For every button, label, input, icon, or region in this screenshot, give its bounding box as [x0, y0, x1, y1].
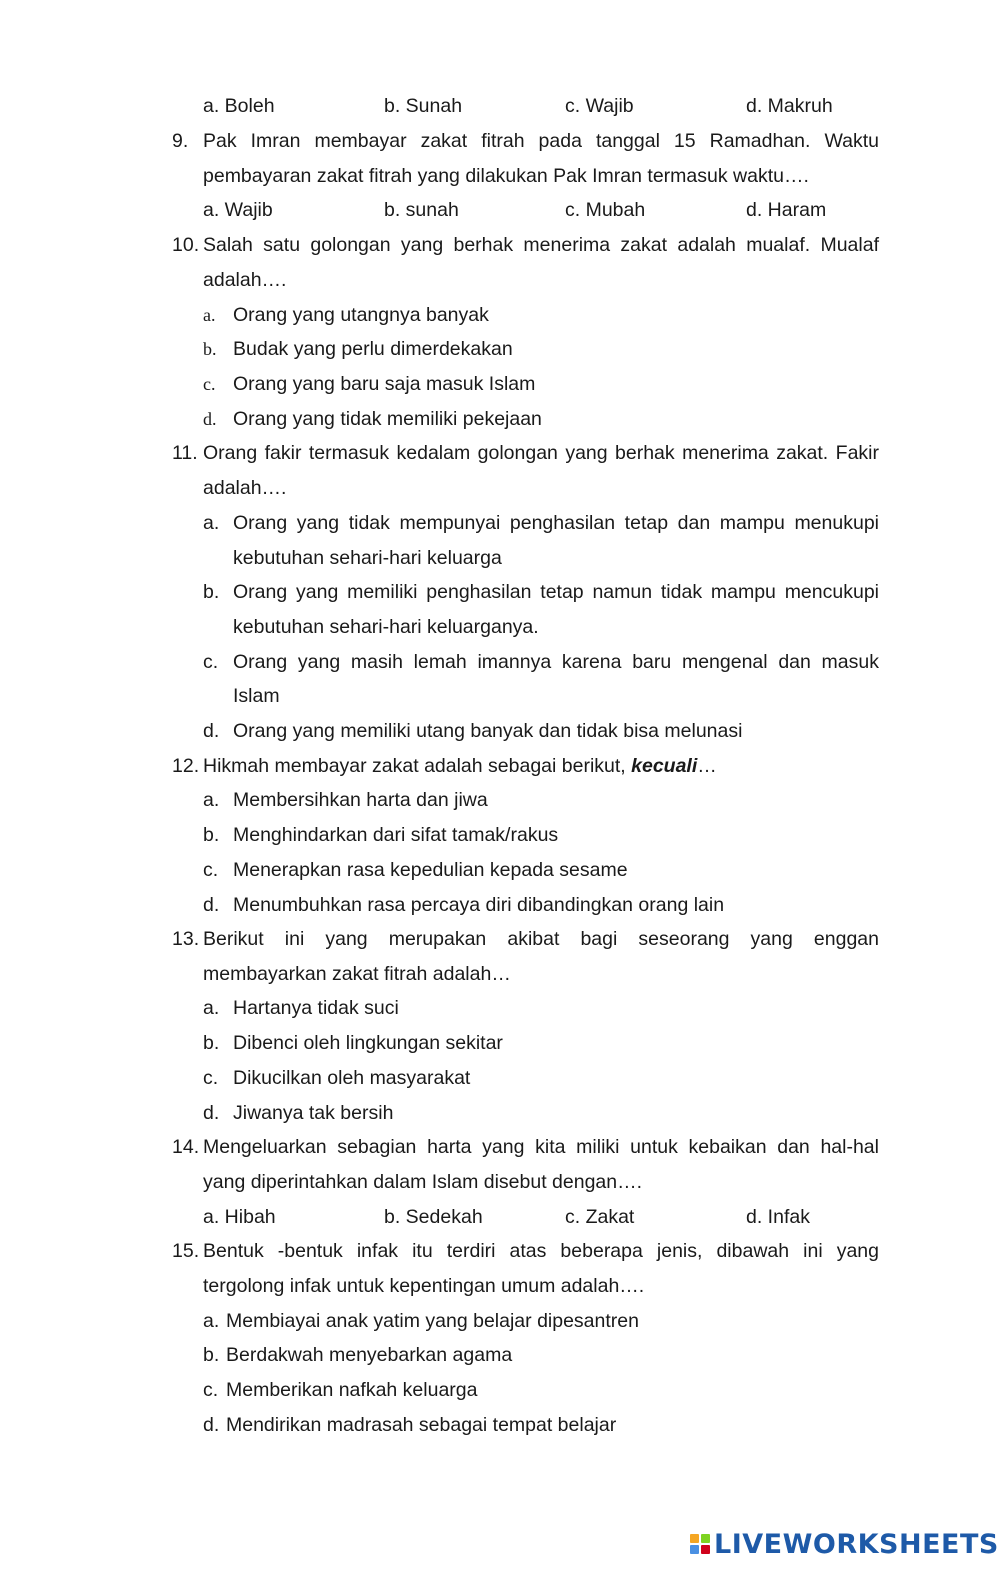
q15-option-d — [0, 1408, 1000, 1443]
option-letter: d. — [203, 1414, 220, 1436]
q11-option-b-cont — [0, 610, 1000, 645]
question-text: Hikmah membayar zakat adalah sebagai berikut, — [203, 755, 632, 777]
q9-option-b: b. sunah — [384, 199, 459, 221]
q8-option-d: d. Makruh — [746, 95, 833, 117]
option-letter: c. — [203, 651, 219, 673]
question-number: 15. — [172, 1240, 200, 1262]
option-text: Berdakwah menyebarkan agama — [226, 1344, 513, 1366]
option-text: Orang yang tidak mempunyai penghasilan tetap dan mampu menukupi — [233, 512, 879, 534]
question-14-cont — [0, 1165, 1000, 1200]
q14-option-a: a. Hibah — [203, 1206, 276, 1228]
question-text-line: adalah…. — [203, 269, 287, 291]
question-15-cont — [0, 1269, 1000, 1304]
q15-option-c — [0, 1373, 1000, 1408]
q8-option-c: c. Wajib — [565, 95, 634, 117]
q10-option-c — [0, 367, 1000, 402]
q10-option-d — [0, 402, 1000, 437]
option-text: Orang yang baru saja masuk Islam — [233, 373, 536, 395]
logo-square — [701, 1534, 710, 1543]
q10-option-a — [0, 298, 1000, 333]
question-11 — [0, 436, 1000, 471]
option-letter: d. — [203, 409, 217, 429]
option-text: Menerapkan rasa kepedulian kepada sesame — [233, 859, 628, 881]
option-text: kebutuhan sehari-hari keluarga — [233, 547, 502, 569]
question-text-line: Pak Imran membayar zakat fitrah pada tanggal 15 Ramadhan. Waktu — [203, 130, 879, 152]
option-text: Hartanya tidak suci — [233, 997, 399, 1019]
question-13-cont — [0, 957, 1000, 992]
option-text: Orang yang memiliki penghasilan tetap namun tidak mampu mencukupi — [233, 581, 879, 603]
question-10 — [0, 228, 1000, 263]
q9-option-d: d. Haram — [746, 199, 827, 221]
option-letter: b. — [203, 581, 220, 603]
option-text: Menghindarkan dari sifat tamak/rakus — [233, 824, 559, 846]
option-letter: a. — [203, 512, 220, 534]
q12-option-c — [0, 853, 1000, 888]
question-text-line: tergolong infak untuk kepentingan umum adalah…. — [203, 1275, 645, 1297]
q9-option-c: c. Mubah — [565, 199, 646, 221]
q13-option-d — [0, 1096, 1000, 1131]
option-letter: a. — [203, 1310, 220, 1332]
question-text-line: Bentuk -bentuk infak itu terdiri atas beberapa jenis, dibawah ini yang — [203, 1240, 879, 1262]
option-text: Membersihkan harta dan jiwa — [233, 789, 488, 811]
question-text-line: pembayaran zakat fitrah yang dilakukan Pak Imran termasuk waktu…. — [203, 165, 809, 187]
question-number: 9. — [172, 130, 189, 152]
q9-options-row — [0, 193, 1000, 228]
question-10-cont — [0, 263, 1000, 298]
question-11-cont — [0, 471, 1000, 506]
question-14 — [0, 1130, 1000, 1165]
question-number: 13. — [172, 928, 200, 950]
question-number: 11. — [172, 442, 198, 464]
liveworksheets-logo-icon — [690, 1534, 710, 1554]
q12-option-a — [0, 783, 1000, 818]
q12-option-b — [0, 818, 1000, 853]
q11-option-a-cont — [0, 541, 1000, 576]
option-text: kebutuhan sehari-hari keluarganya. — [233, 616, 539, 638]
liveworksheets-wordmark: LIVEWORKSHEETS — [714, 1528, 999, 1560]
question-text-line: Salah satu golongan yang berhak menerima zakat adalah mualaf. Mualaf — [203, 234, 879, 256]
q11-option-d — [0, 714, 1000, 749]
option-text: Menumbuhkan rasa percaya diri dibandingkan orang lain — [233, 894, 725, 916]
option-letter: c. — [203, 1067, 219, 1089]
option-letter: a. — [203, 305, 216, 325]
option-text: Membiayai anak yatim yang belajar dipesantren — [226, 1310, 639, 1332]
q11-option-b — [0, 575, 1000, 610]
question-12 — [0, 749, 1000, 784]
question-text-line: Mengeluarkan sebagian harta yang kita miliki untuk kebaikan dan hal-hal — [203, 1136, 879, 1158]
option-letter: c. — [203, 1379, 219, 1401]
question-text-line: Berikut ini yang merupakan akibat bagi seseorang yang enggan — [203, 928, 879, 950]
option-letter: d. — [203, 720, 220, 742]
q15-option-a — [0, 1304, 1000, 1339]
q15-option-b — [0, 1338, 1000, 1373]
q8-options-row — [0, 89, 1000, 124]
q11-option-a — [0, 506, 1000, 541]
question-9-cont — [0, 159, 1000, 194]
q8-option-b: b. Sunah — [384, 95, 463, 117]
option-letter: a. — [203, 997, 220, 1019]
option-text: Orang yang masih lemah imannya karena baru mengenal dan masuk — [233, 651, 879, 673]
option-text: Orang yang tidak memiliki pekejaan — [233, 408, 542, 430]
q13-option-b — [0, 1026, 1000, 1061]
question-text-line — [203, 749, 879, 784]
question-text-line: yang diperintahkan dalam Islam disebut dengan…. — [203, 1171, 643, 1193]
option-text: Islam — [233, 685, 280, 707]
option-text: Budak yang perlu dimerdekakan — [233, 338, 513, 360]
question-number: 12. — [172, 755, 200, 777]
question-text-line: Orang fakir termasuk kedalam golongan yang berhak menerima zakat. Fakir — [203, 442, 879, 464]
q14-options-row — [0, 1200, 1000, 1235]
q9-option-a: a. Wajib — [203, 199, 273, 221]
option-text: Dikucilkan oleh masyarakat — [233, 1067, 471, 1089]
question-ellipsis: … — [697, 755, 717, 777]
option-letter: c. — [203, 374, 216, 394]
option-text: Memberikan nafkah keluarga — [226, 1379, 478, 1401]
logo-square — [701, 1545, 710, 1554]
q14-option-c: c. Zakat — [565, 1206, 635, 1228]
option-letter: a. — [203, 789, 220, 811]
question-15 — [0, 1234, 1000, 1269]
option-text: Orang yang memiliki utang banyak dan tidak bisa melunasi — [233, 720, 743, 742]
option-letter: c. — [203, 859, 219, 881]
option-letter: b. — [203, 1344, 220, 1366]
q14-option-d: d. Infak — [746, 1206, 810, 1228]
logo-square — [690, 1534, 699, 1543]
option-text: Mendirikan madrasah sebagai tempat belajar — [226, 1414, 617, 1436]
liveworksheets-logo — [690, 1527, 999, 1561]
option-letter: b. — [203, 339, 217, 359]
emphasis-kecuali: kecuali — [631, 755, 698, 777]
question-number: 14. — [172, 1136, 200, 1158]
option-letter: d. — [203, 894, 220, 916]
q13-option-c — [0, 1061, 1000, 1096]
question-text-line: membayarkan zakat fitrah adalah… — [203, 963, 511, 985]
question-number: 10. — [172, 234, 200, 256]
option-letter: b. — [203, 1032, 220, 1054]
logo-square — [690, 1545, 699, 1554]
option-text: Dibenci oleh lingkungan sekitar — [233, 1032, 503, 1054]
q11-option-c-cont — [0, 679, 1000, 714]
q13-option-a — [0, 991, 1000, 1026]
option-text: Orang yang utangnya banyak — [233, 304, 489, 326]
q12-option-d — [0, 888, 1000, 923]
option-text: Jiwanya tak bersih — [233, 1102, 394, 1124]
q14-option-b: b. Sedekah — [384, 1206, 483, 1228]
option-letter: b. — [203, 824, 220, 846]
question-text-line: adalah…. — [203, 477, 287, 499]
question-13 — [0, 922, 1000, 957]
q11-option-c — [0, 645, 1000, 680]
option-letter: d. — [203, 1102, 220, 1124]
question-9 — [0, 124, 1000, 159]
q8-option-a: a. Boleh — [203, 95, 275, 117]
q10-option-b — [0, 332, 1000, 367]
